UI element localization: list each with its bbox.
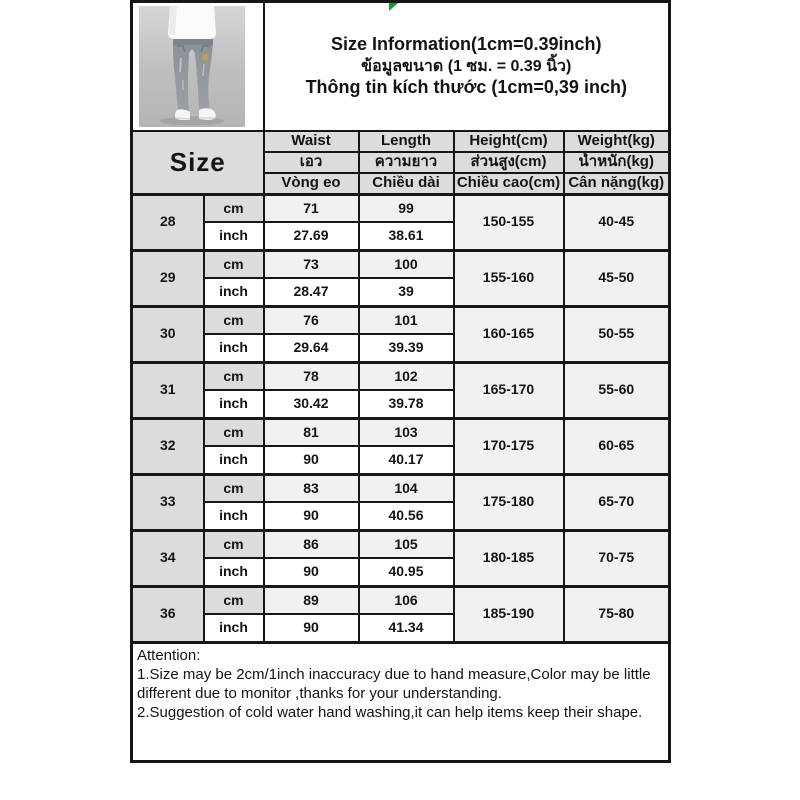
product-photo-cell xyxy=(132,2,264,132)
waist-cm-value: 73 xyxy=(264,250,359,278)
unit-label-inch: inch xyxy=(204,390,264,418)
weight-range-value: 50-55 xyxy=(564,306,670,362)
waist-inch-value: 90 xyxy=(264,614,359,642)
length-inch-value: 40.17 xyxy=(359,446,454,474)
unit-label-inch: inch xyxy=(204,334,264,362)
waist-inch-value: 90 xyxy=(264,558,359,586)
header-length-en: Length xyxy=(359,131,454,152)
size-group xyxy=(132,586,670,642)
unit-label-cm: cm xyxy=(204,194,264,222)
header-weight-vi: Cân nặng(kg) xyxy=(564,173,670,194)
header-waist-th: เอว xyxy=(264,152,359,173)
length-cm-value: 104 xyxy=(359,474,454,502)
header-height-th: ส่วนสูง(cm) xyxy=(454,152,564,173)
unit-label-inch: inch xyxy=(204,446,264,474)
unit-label-cm: cm xyxy=(204,586,264,614)
size-group xyxy=(132,418,670,474)
attention-heading: Attention: xyxy=(137,646,201,664)
weight-range-value: 60-65 xyxy=(564,418,670,474)
size-chart-sheet xyxy=(130,0,671,763)
length-inch-value: 41.34 xyxy=(359,614,454,642)
length-cm-value: 100 xyxy=(359,250,454,278)
length-inch-value: 39.39 xyxy=(359,334,454,362)
waist-cm-value: 76 xyxy=(264,306,359,334)
length-inch-value: 40.56 xyxy=(359,502,454,530)
size-group xyxy=(132,194,670,250)
size-value: 30 xyxy=(132,306,204,362)
unit-label-inch: inch xyxy=(204,558,264,586)
size-value: 36 xyxy=(132,586,204,642)
unit-label-cm: cm xyxy=(204,418,264,446)
size-column-header: Size xyxy=(132,131,264,194)
unit-label-cm: cm xyxy=(204,474,264,502)
waist-cm-value: 81 xyxy=(264,418,359,446)
title-cell xyxy=(264,2,670,132)
length-cm-value: 102 xyxy=(359,362,454,390)
length-inch-value: 38.61 xyxy=(359,222,454,250)
length-cm-value: 105 xyxy=(359,530,454,558)
attention-line-2: 2.Suggestion of cold water hand washing,it can help items keep their shape. xyxy=(137,704,643,722)
length-inch-value: 40.95 xyxy=(359,558,454,586)
waist-cm-value: 71 xyxy=(264,194,359,222)
height-range-value: 160-165 xyxy=(454,306,564,362)
unit-label-inch: inch xyxy=(204,222,264,250)
attention-note xyxy=(132,642,670,761)
height-range-value: 155-160 xyxy=(454,250,564,306)
unit-label-inch: inch xyxy=(204,278,264,306)
unit-label-cm: cm xyxy=(204,250,264,278)
unit-label-cm: cm xyxy=(204,530,264,558)
height-range-value: 150-155 xyxy=(454,194,564,250)
weight-range-value: 45-50 xyxy=(564,250,670,306)
size-group xyxy=(132,250,670,306)
weight-range-value: 65-70 xyxy=(564,474,670,530)
unit-label-cm: cm xyxy=(204,306,264,334)
attention-line-1: 1.Size may be 2cm/1inch inaccuracy due to hand measure,Color may be little different due to monitor ,thanks for your understanding. xyxy=(137,665,651,702)
size-group xyxy=(132,306,670,362)
size-group xyxy=(132,474,670,530)
waist-inch-value: 28.47 xyxy=(264,278,359,306)
weight-range-value: 70-75 xyxy=(564,530,670,586)
header-weight-th: น้ำหนัก(kg) xyxy=(564,152,670,173)
size-value: 28 xyxy=(132,194,204,250)
waist-cm-value: 89 xyxy=(264,586,359,614)
height-range-value: 185-190 xyxy=(454,586,564,642)
size-value: 31 xyxy=(132,362,204,418)
height-range-value: 175-180 xyxy=(454,474,564,530)
header-waist-vi: Vòng eo xyxy=(264,173,359,194)
length-cm-value: 99 xyxy=(359,194,454,222)
height-range-value: 180-185 xyxy=(454,530,564,586)
height-range-value: 165-170 xyxy=(454,362,564,418)
weight-range-value: 40-45 xyxy=(564,194,670,250)
waist-inch-value: 29.64 xyxy=(264,334,359,362)
waist-inch-value: 90 xyxy=(264,446,359,474)
product-photo xyxy=(133,3,263,130)
size-chart-table xyxy=(130,0,671,763)
header-weight-en: Weight(kg) xyxy=(564,131,670,152)
header-waist-en: Waist xyxy=(264,131,359,152)
header-length-th: ความยาว xyxy=(359,152,454,173)
header-height-en: Height(cm) xyxy=(454,131,564,152)
length-cm-value: 101 xyxy=(359,306,454,334)
waist-inch-value: 30.42 xyxy=(264,390,359,418)
waist-inch-value: 27.69 xyxy=(264,222,359,250)
title-vietnamese: Thông tin kích thước (1cm=0,39 inch) xyxy=(305,77,627,98)
size-value: 34 xyxy=(132,530,204,586)
jeans-photo-illustration xyxy=(139,6,245,127)
title-thai: ข้อมูลขนาด (1 ซม. = 0.39 นิ้ว) xyxy=(361,57,572,75)
unit-label-inch: inch xyxy=(204,614,264,642)
size-group xyxy=(132,530,670,586)
weight-range-value: 75-80 xyxy=(564,586,670,642)
waist-cm-value: 78 xyxy=(264,362,359,390)
green-corner-marker-icon xyxy=(389,3,398,11)
unit-label-inch: inch xyxy=(204,502,264,530)
height-range-value: 170-175 xyxy=(454,418,564,474)
weight-range-value: 55-60 xyxy=(564,362,670,418)
waist-cm-value: 83 xyxy=(264,474,359,502)
length-inch-value: 39.78 xyxy=(359,390,454,418)
header-height-vi: Chiều cao(cm) xyxy=(454,173,564,194)
header-length-vi: Chiều dài xyxy=(359,173,454,194)
title-english: Size Information(1cm=0.39inch) xyxy=(330,33,602,54)
unit-label-cm: cm xyxy=(204,362,264,390)
size-value: 33 xyxy=(132,474,204,530)
size-value: 29 xyxy=(132,250,204,306)
length-inch-value: 39 xyxy=(359,278,454,306)
length-cm-value: 106 xyxy=(359,586,454,614)
size-group xyxy=(132,362,670,418)
length-cm-value: 103 xyxy=(359,418,454,446)
size-value: 32 xyxy=(132,418,204,474)
waist-inch-value: 90 xyxy=(264,502,359,530)
waist-cm-value: 86 xyxy=(264,530,359,558)
